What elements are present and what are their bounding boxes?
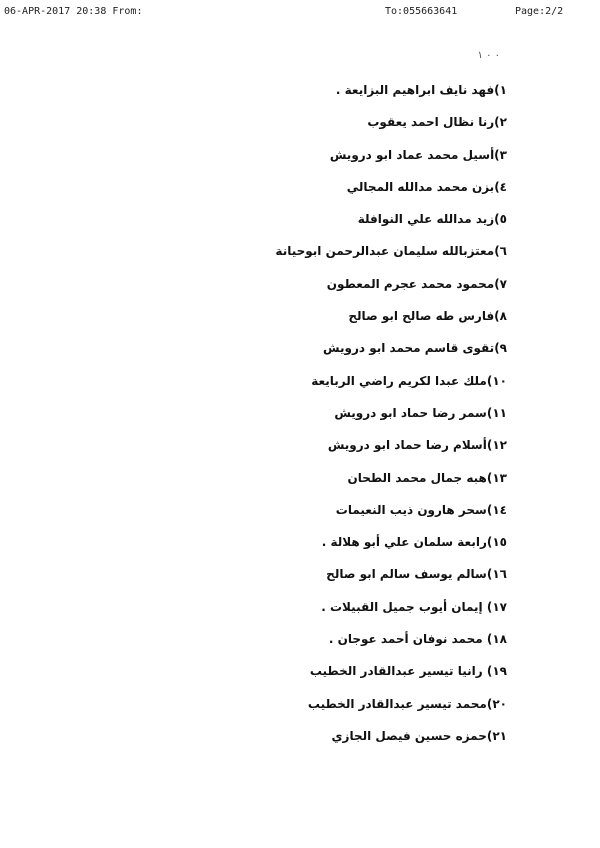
name-list-item: ١٦)سالم يوسف سالم ابو صالح [326,567,507,582]
partial-heading: ٠ ٠ ١ [477,50,500,61]
fax-page-number: Page:2/2 [515,6,564,17]
name-list-item: ٢)رنا نظال احمد يعقوب [367,115,507,130]
name-list-item: ١٧) إيمان أيوب جميل القبيلات . [321,599,507,614]
name-list-item: ٢٠)محمد تيسير عبدالقادر الخطيب [307,696,507,711]
name-list-item: ١٨) محمد نوفان أحمد عوجان . [328,632,507,647]
name-list-item: ١١)سمر رضا حماد ابو درويش [334,405,507,420]
name-list-item: ١)فهد نايف ابراهيم البزايعة . [335,83,507,97]
name-list-item: ٨)فارس طه صالح ابو صالح [348,309,507,324]
name-list [87,80,507,758]
name-list-item: ١٣)هبه جمال محمد الطحان [347,470,507,485]
name-list-item: ٧)محمود محمد عجرم المعطون [326,276,507,291]
fax-header [0,6,600,22]
name-list-item: ١٩) رانيا تيسير عبدالقادر الخطيب [309,664,507,679]
name-list-item: ١٤)سحر هارون ذيب النعيمات [335,502,507,517]
name-list-item: ٢١)حمزه حسين فيصل الجازي [331,728,507,743]
name-list-item: ١٥)رابعة سلمان علي أبو هلالة . [321,535,507,550]
name-list-item: ٣)أسيل محمد عماد ابو درويش [329,147,507,162]
name-list-item: ٥)زيد مدالله علي النوافلة [357,212,507,227]
name-list-item: ٦)معتزبالله سليمان عبدالرحمن ابوحيانة [275,244,507,259]
name-list-item: ١٢)أسلام رضا حماد ابو درويش [327,438,507,453]
name-list-item: ٩)تقوى قاسم محمد ابو درويش [323,341,507,356]
fax-datetime-from: 06-APR-2017 20:38 From: [4,6,143,17]
name-list-item: ١٠)ملك عبدا لكريم راضي الربايعة [311,373,507,388]
name-list-item: ٤)بزن محمد مدالله المجالي [346,179,507,194]
fax-recipient-number: To:055663641 [385,6,458,17]
